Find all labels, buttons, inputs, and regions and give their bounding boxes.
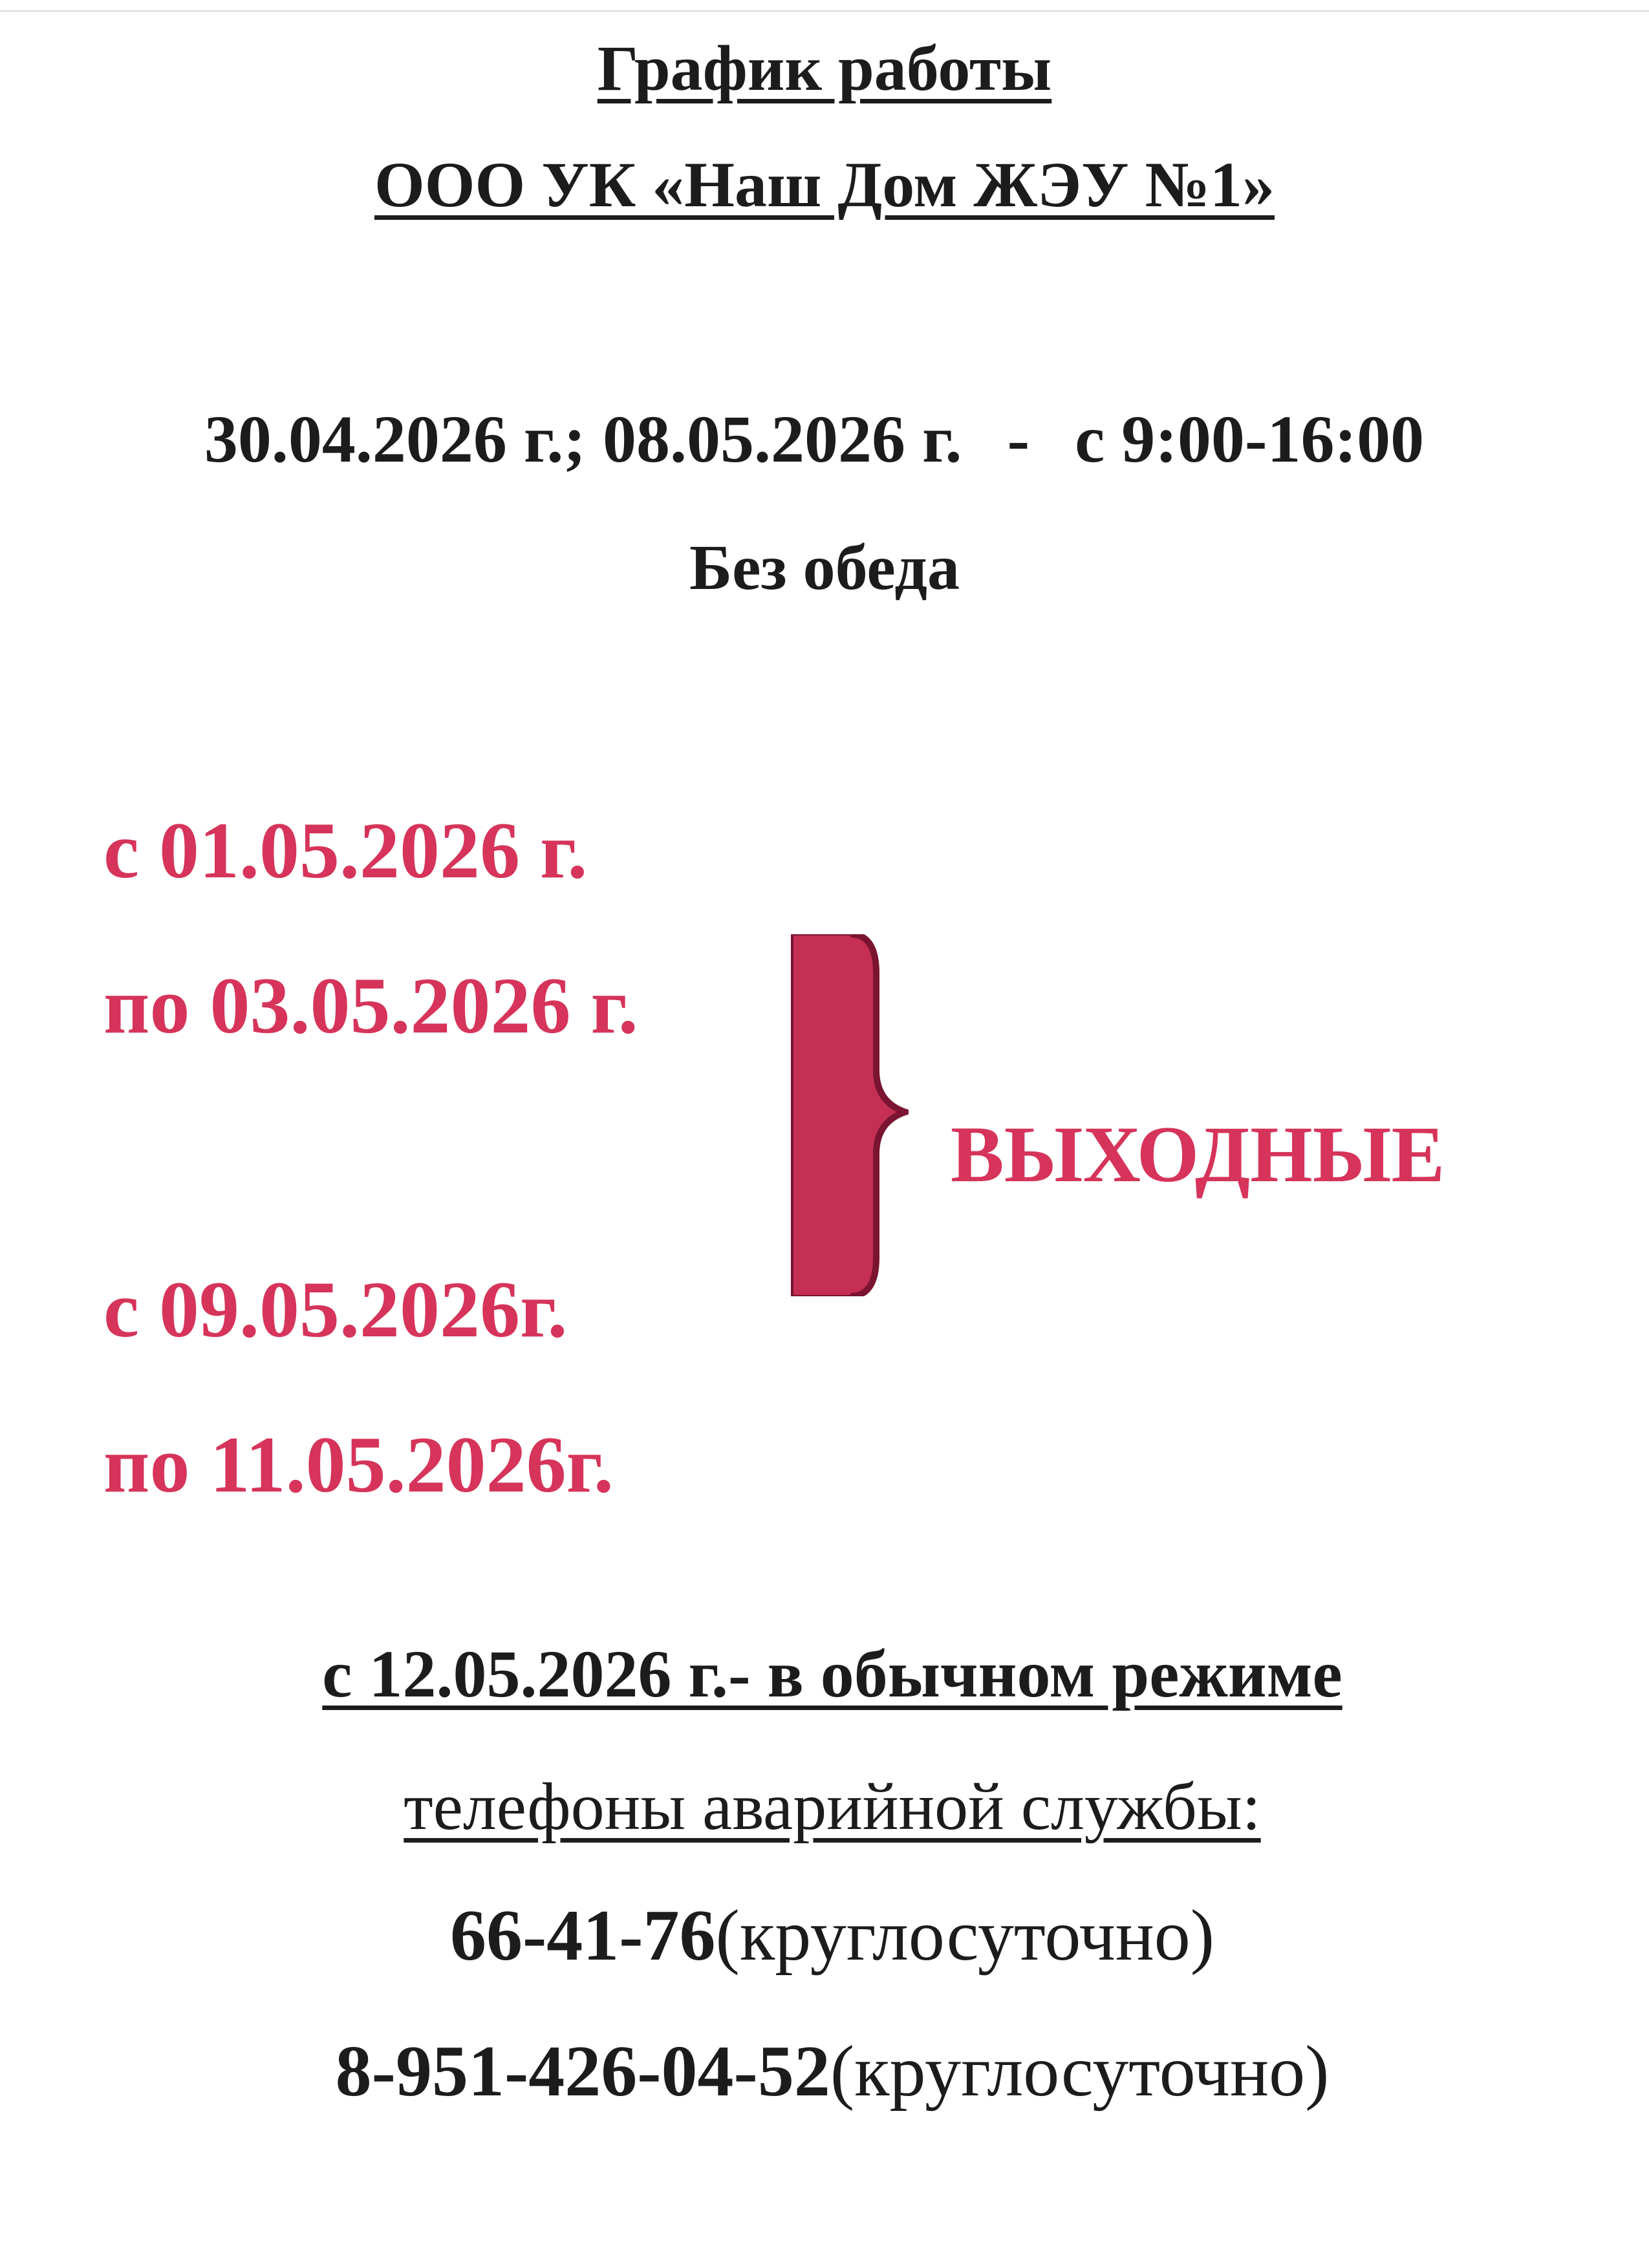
short-days-line: 30.04.2026 г.; 08.05.2026 г. - с 9:00-16:00 <box>204 402 1425 476</box>
holiday-period-2-start: с 09.05.2026г. <box>103 1265 568 1354</box>
days-off-label: ВЫХОДНЫЕ <box>951 1110 1445 1199</box>
title-line-2: ООО УК «Наш Дом ЖЭУ №1» <box>374 149 1275 220</box>
holiday-period-2-end: по 11.05.2026г. <box>103 1420 614 1509</box>
title-line-1: График работы <box>597 32 1052 104</box>
holiday-period-1-start: с 01.05.2026 г. <box>103 806 588 895</box>
emergency-phone-2: 8-951-426-04-52(круглосуточно) <box>335 2031 1330 2112</box>
holiday-period-1-end: по 03.05.2026 г. <box>103 961 638 1050</box>
emergency-phone-1: 66-41-76(круглосуточно) <box>449 1896 1215 1976</box>
emergency-heading: телефоны аварийной службы: <box>404 1770 1261 1844</box>
curly-brace-icon <box>786 934 909 1296</box>
normal-mode-line: с 12.05.2026 г.- в обычном режиме <box>322 1637 1342 1711</box>
no-lunch-line: Без обеда <box>689 531 960 603</box>
scan-edge-line <box>0 10 1649 12</box>
